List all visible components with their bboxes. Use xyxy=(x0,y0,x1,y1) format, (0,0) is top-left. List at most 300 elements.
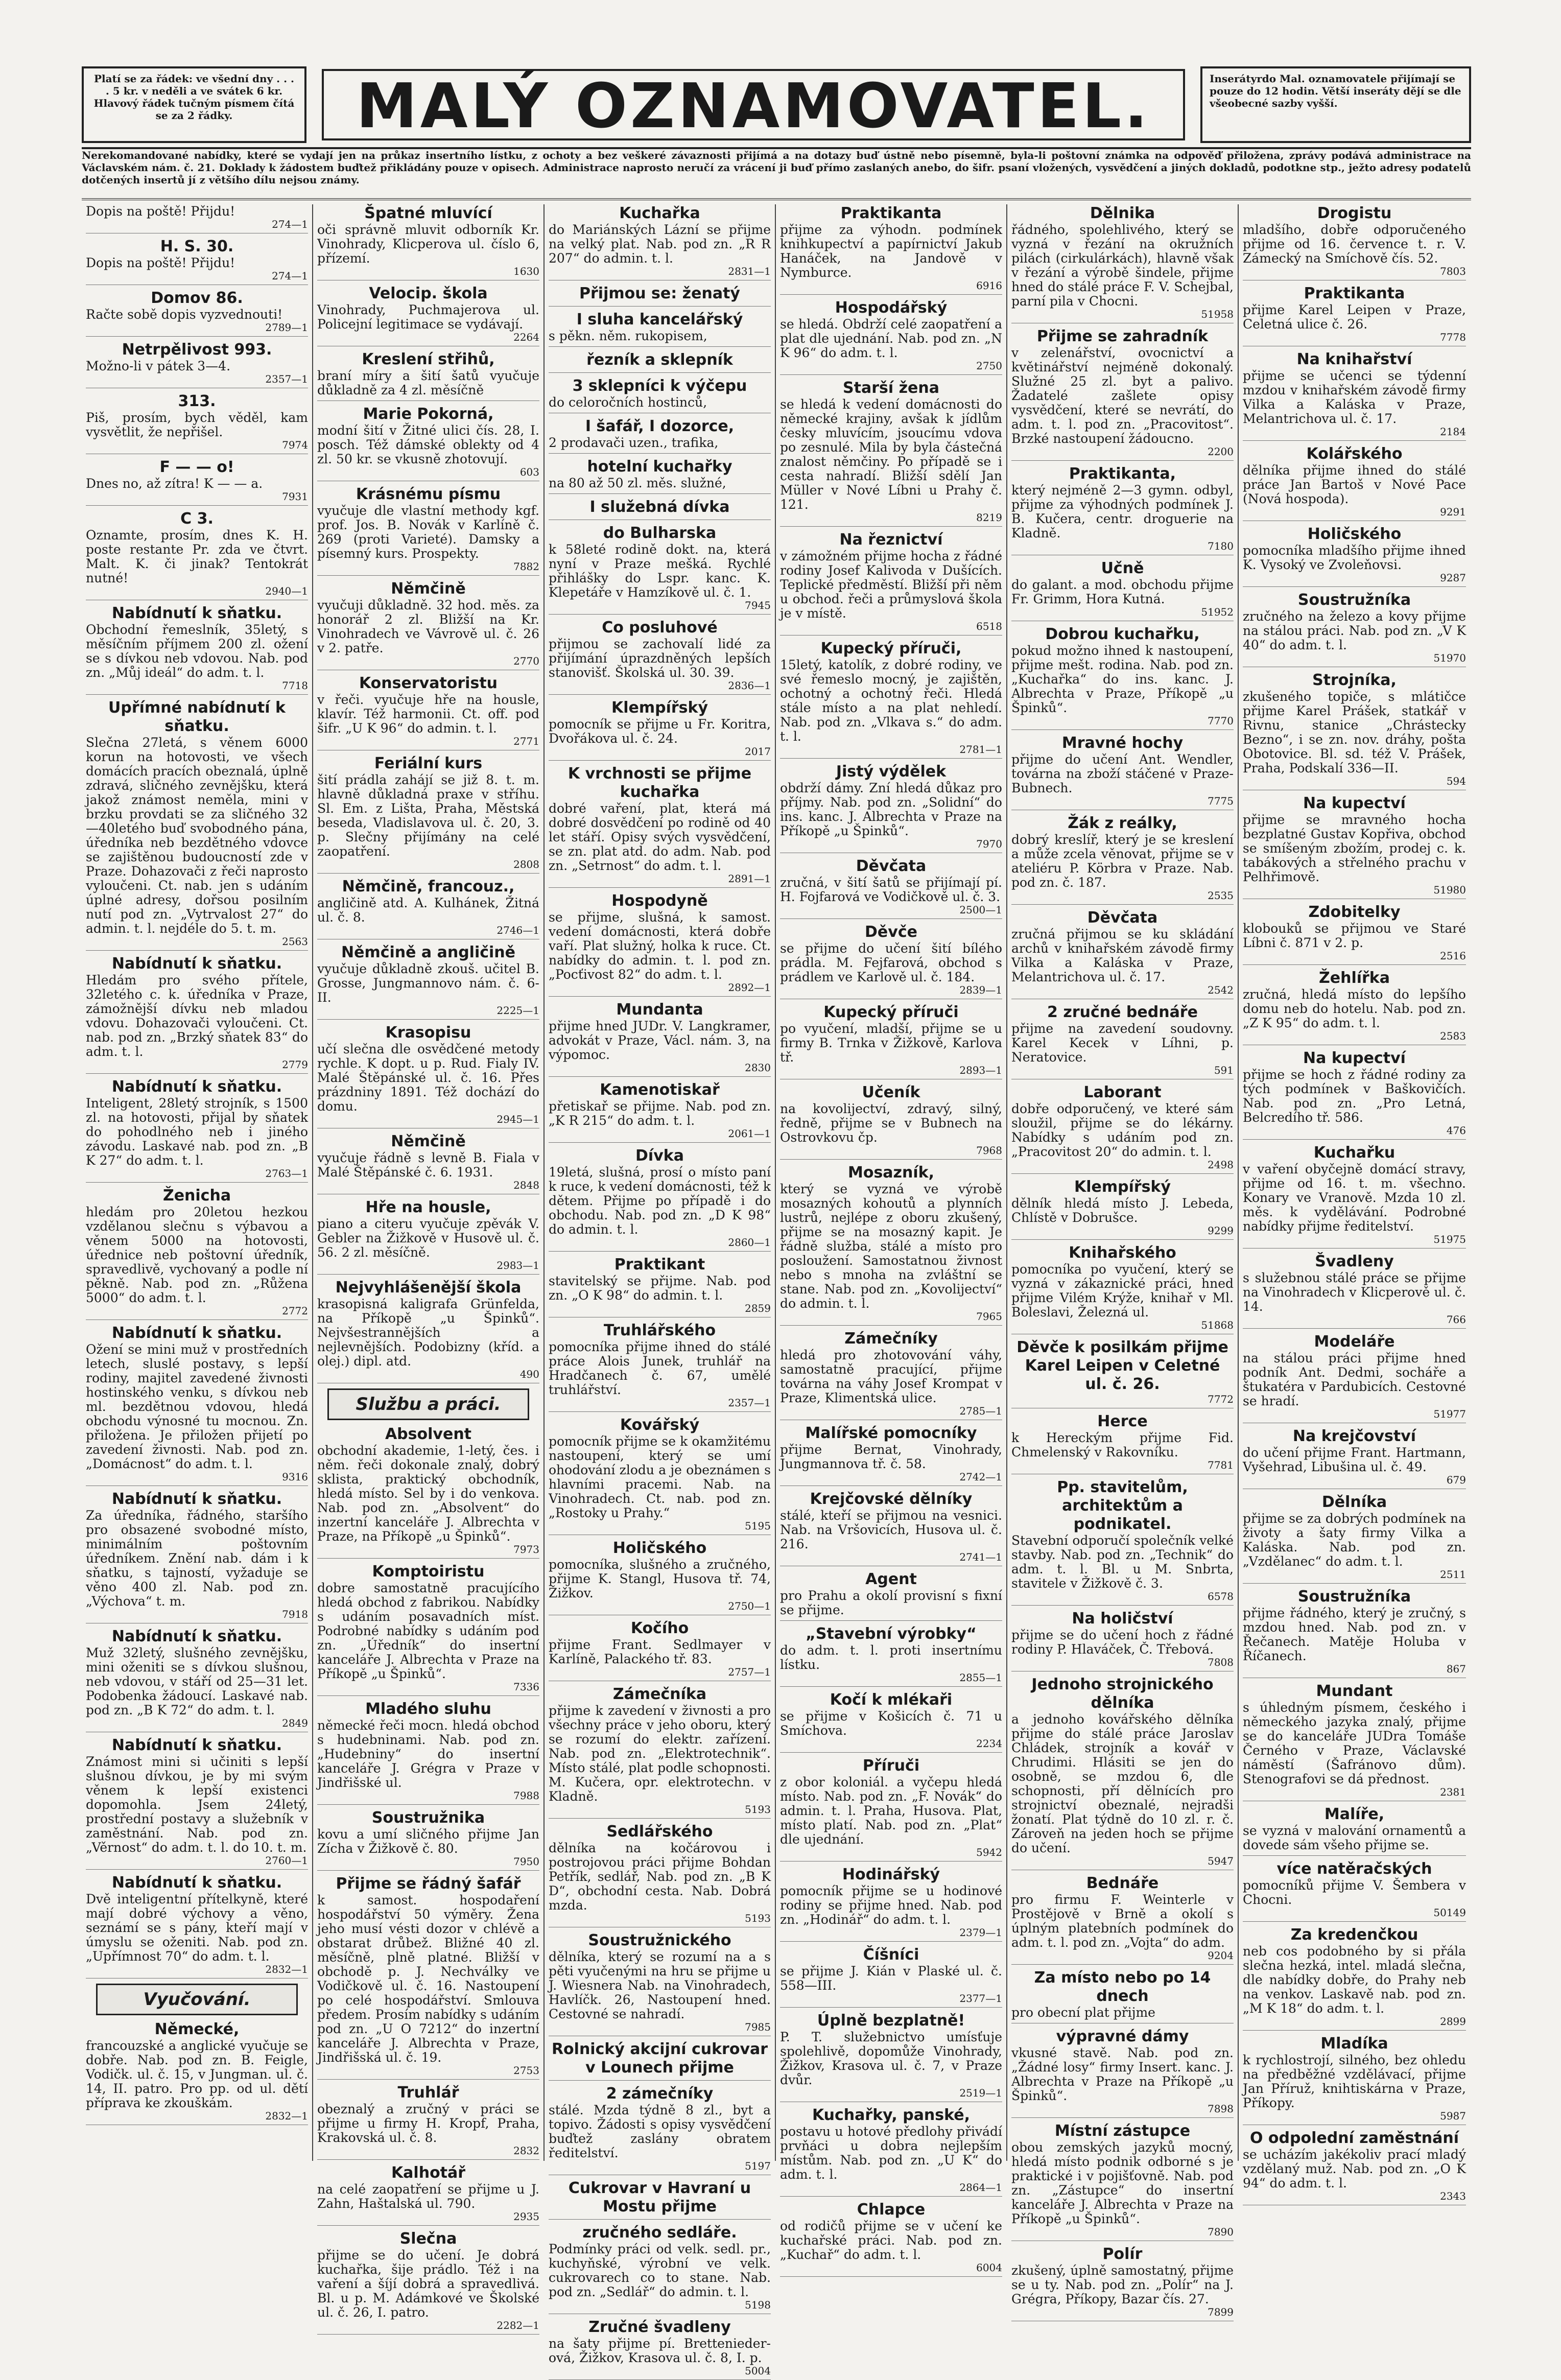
ad-body: který se vyzná ve výrobě mosazných kohoutů a plynních lustrů, nejlépe z oboru zkušený, přijme se na mosazný kapit. Je řádně služba, stálé a místo pro posloužení. Samostatnou živnost nebo s mnoha na zvláštní se stane. Nab. pod zn. „Kovolijectví“ do admin. t. l. xyxy=(780,1182,1002,1311)
classified-ad xyxy=(1243,1253,1466,1329)
classified-ad xyxy=(780,1490,1002,1566)
ad-headline: Mosazník, xyxy=(847,1164,934,1182)
classified-ad xyxy=(317,2084,539,2160)
classified-ad xyxy=(86,289,308,337)
ad-body: obou zemských jazyků mocný, hledá místo podnik odborné s je praktické i v pojišťovně. Nab. pod zn. „Zástupce“ do insertní kanceláře J. Albrechta v Praze na Příkopě „u Špinků“. xyxy=(1011,2140,1234,2226)
classified-ad xyxy=(549,1539,771,1615)
ad-body: dělník hledá místo J. Lebeda, Chlístě v Dobrušce. xyxy=(1011,1196,1234,1225)
classified-ad xyxy=(1011,1676,1234,1870)
ad-body: dobrý kreslíř, který je se kreslení a může zcela věnovat, přijme se v ateliéru P. Körbra v Praze. Nab. pod zn. č. 187. xyxy=(1011,832,1234,890)
ad-headline: Rolnický akcijní cukrovar v Lounech přijme xyxy=(551,2040,768,2077)
ad-body: se ucházím jakékoliv prací mladý vzdělaný muž. Nab. pod zn. „O K 94“ do adm. t. l. xyxy=(1243,2147,1466,2190)
ad-body: se přijme do učení šití bílého prádla. M. Fejfarová, obchod s prádlem ve Karlově ul. č. 184. xyxy=(780,941,1002,984)
classified-ad xyxy=(1011,2028,1234,2118)
classified-ad xyxy=(1243,591,1466,667)
ad-headline: Co posluhové xyxy=(602,619,718,637)
deadline-box: Inserátyrdo Mal. oznamovatele přijímají se pouze do 12 hodin. Větší inseráty dějí se dle všeobecné sazby vyšší. xyxy=(1200,66,1471,143)
ad-headline: 2 zámečníky xyxy=(606,2085,714,2103)
ad-number: 2357—1 xyxy=(265,373,308,385)
ad-headline: Nabídnutí k sňatku. xyxy=(111,1874,282,1892)
classified-ad xyxy=(86,955,308,1074)
ad-headline: C 3. xyxy=(180,510,214,528)
ad-number: 490 xyxy=(519,1368,539,1380)
ad-body: hledá pro zhotovování váhy, samostatně pracující, přijme továrna na váhy Josef Krompat v Praze, Klimentská ulice. xyxy=(780,1348,1002,1405)
ad-headline: Krejčovské dělníky xyxy=(810,1490,973,1508)
ad-headline: Praktikanta xyxy=(1304,285,1405,302)
ad-number: 2757—1 xyxy=(728,1666,771,1678)
ad-number: 2184 xyxy=(1440,426,1466,438)
ad-headline: Netrpělivost 993. xyxy=(122,341,272,359)
classified-ad xyxy=(1243,2035,1466,2125)
ad-body: po vyučení, mladší, přijme se u firmy B. Trnka v Žižkově, Karlova tř. xyxy=(780,1021,1002,1065)
ad-headline: Jednoho strojnického dělníka xyxy=(1031,1676,1214,1712)
ad-number: 6916 xyxy=(976,279,1002,292)
classified-ad xyxy=(86,1628,308,1732)
classified-ad xyxy=(86,458,308,506)
ad-body: Dnes no, až zítra! K — — a. xyxy=(86,476,263,491)
classified-ad xyxy=(780,1691,1002,1753)
ad-number: 2785—1 xyxy=(959,1405,1002,1417)
ad-body: Obchodní řemeslník, 35letý, s měsíčním příjmem 200 zl. ožení se s dívkou neb vdovou. Nab. pod zn. „Můj ideál“ do adm. t. l. xyxy=(86,622,308,680)
ad-number: 2945—1 xyxy=(496,1113,539,1125)
ad-headline: Absolvent xyxy=(385,1425,472,1443)
classified-ad xyxy=(1011,1412,1234,1474)
ad-number: 2750 xyxy=(976,360,1002,372)
classified-ad xyxy=(1243,1144,1466,1248)
ad-number: 2498 xyxy=(1208,1159,1234,1171)
ad-number: 7973 xyxy=(513,1543,539,1556)
ad-number: 7336 xyxy=(513,1681,539,1693)
ad-number: 766 xyxy=(1446,1313,1466,1326)
ad-body: Dopis na poště! Přijdu! xyxy=(86,204,235,219)
ad-body: s služebnou stálé práce se přijme na Vinohradech v Klicperově ul. č. 14. xyxy=(1243,1270,1466,1314)
ad-headline: Marie Pokorná, xyxy=(363,405,494,423)
ad-number: 7180 xyxy=(1208,540,1234,552)
ad-number: 7931 xyxy=(282,490,308,503)
ad-headline: Hře na housle, xyxy=(365,1198,491,1216)
classified-ad xyxy=(317,204,539,280)
ad-body: pomocníka přijme ihned do stálé práce Alois Junek, truhlář na Hradčanech č. 67, umělé truhlářství. xyxy=(549,1339,771,1397)
classified-ad xyxy=(780,379,1002,527)
ad-body: pro Prahu a okolí provisní s fixní se přijme. xyxy=(780,1588,1002,1617)
classified-ad xyxy=(780,1570,1002,1621)
ad-number: 2855—1 xyxy=(959,1671,1002,1684)
ad-body: postavu u hotové předlohy přivádí prvňáci u dobra nejlepším místům. Nab. pod zn. „U K“ do adm. t. l. xyxy=(780,2124,1002,2182)
classified-ad xyxy=(317,405,539,481)
ad-headline: více natěračských xyxy=(1276,1860,1432,1878)
ad-number: 9291 xyxy=(1440,506,1466,518)
ad-body: se přijme J. Kián v Plaské ul. č. 558—III. xyxy=(780,1964,1002,1993)
ad-headline: I služebná dívka xyxy=(589,498,730,516)
ad-body: se vyzná v malování ornamentů a dovede sám všeho přijme se. xyxy=(1243,1823,1466,1852)
classified-ad xyxy=(1243,204,1466,280)
ad-number: 2264 xyxy=(513,331,539,343)
ad-body: se hledá. Obdrží celé zaopatření a plat dle ujednání. Nab. pod zn. „N K 96“ do adm. t. l. xyxy=(780,317,1002,360)
ad-body: Stavební odporučí společník velké stavby. Nab. pod zn. „Technik“ do adm. t. l. Bl. u M. Snbrta, stavitele v Žižkově č. 3. xyxy=(1011,1533,1234,1591)
ad-headline: I šafář, I dozorce, xyxy=(585,417,735,435)
classified-ad xyxy=(1243,1427,1466,1489)
ad-headline: Mladíka xyxy=(1320,2035,1388,2053)
ad-number: 5195 xyxy=(745,1520,771,1532)
ad-headline: Nabídnutí k sňatku. xyxy=(111,1628,282,1645)
ad-body: do galant. a mod. obchodu přijme Fr. Grimm, Hora Kutná. xyxy=(1011,577,1234,606)
ad-headline: Upřímné nabídnutí k sňatku. xyxy=(108,699,286,735)
classified-ad xyxy=(1243,1805,1466,1856)
ad-headline: Modeláře xyxy=(1314,1333,1395,1351)
ad-headline: Nabídnutí k sňatku. xyxy=(111,1078,282,1096)
classified-ad xyxy=(780,1946,1002,2008)
classified-ad xyxy=(317,944,539,1020)
ad-headline: Na kupectví xyxy=(1303,1049,1406,1067)
ad-number: 274—1 xyxy=(272,270,308,282)
classified-ad xyxy=(86,1736,308,1870)
ad-number: 7778 xyxy=(1440,331,1466,343)
classified-ad xyxy=(549,1416,771,1535)
ad-headline: 2 zručné bednáře xyxy=(1047,1003,1198,1021)
ad-headline: Klempířský xyxy=(1074,1178,1171,1196)
ad-number: 2771 xyxy=(513,735,539,747)
classified-ad xyxy=(549,285,771,307)
newspaper-page xyxy=(82,61,1471,2377)
ad-body: Dopis na poště! Přijdu! xyxy=(86,255,235,270)
column-2 xyxy=(313,204,545,2331)
ad-headline: Konservatoristu xyxy=(359,674,498,692)
classified-ad xyxy=(1011,204,1234,323)
ad-body: v zámožném přijme hocha z řádné rodiny Josef Kalivoda v Dušících. Teplické předměstí. Bližší při něm u obchod. řeči a průmyslová škola je v místě. xyxy=(780,549,1002,621)
ad-number: 2832—1 xyxy=(265,2110,308,2122)
ad-headline: Kreslení střihů, xyxy=(362,350,495,368)
classified-ad xyxy=(780,1330,1002,1420)
ad-body: Oznamte, prosím, dnes K. H. poste restante Pr. zda ve čtvrt. Malt. K. či jinak? Tentokrát nutné! xyxy=(86,528,308,585)
ad-headline: Číšníci xyxy=(863,1946,919,1964)
classified-ad xyxy=(1243,1493,1466,1584)
ad-headline: Kamenotiskař xyxy=(600,1081,720,1099)
ad-headline: Zručné švadleny xyxy=(588,2318,731,2336)
ad-body: Za úředníka, řádného, staršího pro obsazené svobodné místo, minimálním poštovním úředníkem. Znění nab. dám i k sňatku, s tajností, vyžaduje se věno 400 zl. Nab. pod zn. „Výchova“ t. m. xyxy=(86,1508,308,1609)
ad-body: P. T. služebnictvo umísťuje spolehlivě, dopomůže Vinohrady, Žižkov, Krasova ul. č. 7, v Praze dvůr. xyxy=(780,2030,1002,2087)
classified-ad xyxy=(780,1083,1002,1160)
classified-ad xyxy=(549,1256,771,1317)
ad-headline: Kupecký příruči xyxy=(823,1003,959,1021)
classified-ad xyxy=(1243,285,1466,346)
ad-headline: Děvče xyxy=(865,923,917,941)
classified-ad xyxy=(549,1823,771,1927)
classified-ad xyxy=(1243,1333,1466,1423)
ad-headline: do Bulharska xyxy=(603,524,717,542)
ad-headline: Kovářský xyxy=(620,1416,700,1434)
classified-ad xyxy=(1243,525,1466,587)
ad-headline: Nejvyhlášenější škola xyxy=(335,1279,522,1297)
classified-ad xyxy=(1243,969,1466,1045)
classified-ad xyxy=(549,1081,771,1143)
classified-ad xyxy=(1243,2129,1466,2205)
ad-number: 9204 xyxy=(1208,1949,1234,1962)
ad-headline: Hospodářský xyxy=(835,299,948,317)
ad-body: na 80 až 50 zl. měs. služné, xyxy=(549,476,726,490)
ad-body: Známost mini si učiniti s lepší slušnou dívkou, je by mi svým věnem k lepší existenci dopomohla. Jsem 24letý, prostřední postavy a služebník v zaměstnání. Nab. pod zn. „Věrnost“ do adm. t. l. do 10. t. m. xyxy=(86,1754,308,1855)
ad-number: 7985 xyxy=(745,2021,771,2033)
ad-headline: Truhlář xyxy=(397,2084,459,2102)
ad-headline: Místní zástupce xyxy=(1054,2122,1191,2140)
ad-body: přijme se do učení. Je dobrá kuchařka, šije prádlo. Též i na vaření a šíjí dobrá a spravedlivá. Bl. u p. M. Adámkové ve Školské ul. č. 26, I. patro. xyxy=(317,2248,539,2320)
ad-number: 2781—1 xyxy=(959,743,1002,756)
ad-number: 7890 xyxy=(1208,2226,1234,2238)
ad-number: 7808 xyxy=(1208,1656,1234,1668)
ad-body: vkusné stavě. Nab. pod zn. „Žádné losy“ firmy Insert. kanc. J. Albrechta v Praze na Příkopě „u Špinků“. xyxy=(1011,2045,1234,2103)
ad-headline: Přijme se zahradník xyxy=(1036,327,1209,345)
classified-ad xyxy=(549,204,771,280)
ad-number: 7988 xyxy=(513,1789,539,1802)
ad-body: přijme se mravného hocha bezplatné Gustav Kopřiva, obchod se smíšeným zbožím, prodej c. k. tabákových a střelného prachu v Pelhřimově. xyxy=(1243,812,1466,884)
classified-ad xyxy=(549,1147,771,1252)
classified-ad xyxy=(1243,671,1466,790)
ad-headline: Ženicha xyxy=(162,1187,231,1205)
ad-number: 7968 xyxy=(976,1144,1002,1157)
ad-number: 51975 xyxy=(1433,1233,1466,1245)
classified-ad xyxy=(86,392,308,454)
rates-box: Platí se za řádek: ve všední dny . . . . 5 kr. v neděli a ve svátek 6 kr. Hlavový řádek tučným písmem čítá se za 2 řádky. xyxy=(82,66,306,143)
classified-ad xyxy=(317,580,539,670)
ad-headline: Dělnika xyxy=(1090,204,1155,222)
ad-number: 51977 xyxy=(1433,1408,1466,1420)
ad-number: 2940—1 xyxy=(265,585,308,597)
ad-body: do Mariánských Lázní se přijme na velký plat. Nab. pod zn. „R R 207“ do admin. t. l. xyxy=(549,222,771,266)
ad-headline: Němčině xyxy=(391,1133,466,1150)
classified-ad xyxy=(549,2318,771,2380)
classified-ad xyxy=(549,765,771,888)
ad-body: přijme za výhodn. podmínek knihkupectví a papírnictví Jakub Hanáček, na Jandově v Nymburce. xyxy=(780,222,1002,280)
ad-headline: Strojníka, xyxy=(1312,671,1397,689)
ad-number: 2772 xyxy=(282,1305,308,1317)
ad-number: 2583 xyxy=(1440,1030,1466,1042)
ad-number: 2500—1 xyxy=(959,904,1002,916)
ad-headline: K vrchnosti se přijme kuchařka xyxy=(567,765,752,801)
ad-number: 7770 xyxy=(1208,715,1234,727)
ad-headline: Nabídnutí k sňatku. xyxy=(111,604,282,622)
ad-headline: Komptoiristu xyxy=(372,1563,485,1581)
ad-headline: I sluha kancelářský xyxy=(576,311,743,328)
ad-body: pomocník se přijme u Fr. Koritra, Dvořákova ul. č. 24. xyxy=(549,717,771,746)
ad-headline: Dívka xyxy=(635,1147,684,1165)
classified-ad xyxy=(317,1198,539,1275)
ad-headline: Na knihařství xyxy=(1296,350,1412,368)
ad-body: 19letá, slušná, prosí o místo paní k ruce, k vedení domácnosti, též k dětem. Přijme po případě i do obchodu. Nab. pod zn. „D K 98“ do admin. t. l. xyxy=(549,1165,771,1237)
ad-number: 2746—1 xyxy=(496,924,539,936)
ad-number: 2357—1 xyxy=(728,1397,771,1409)
classified-ad xyxy=(317,285,539,346)
ad-body: přijme řádného, který je zručný, s mzdou hned. Nab. pod zn. v Řečanech. Matěje Holuba v Říčanech. xyxy=(1243,1606,1466,1663)
ad-number: 2234 xyxy=(976,1737,1002,1750)
ad-number: 2225—1 xyxy=(496,1004,539,1017)
ad-body: braní míry a šití šatů vyučuje důkladně za 4 zl. měsíčně xyxy=(317,368,539,397)
ad-number: 5193 xyxy=(745,1912,771,1924)
classified-ad xyxy=(1011,909,1234,999)
ad-body: k 58leté rodině dokt. na, která nyní v Praze mešká. Rychlé přihlášky do Lspr. kanc. K. Klepetáře v Hamzíkově ul. č. 1. xyxy=(549,542,771,600)
ad-body: zručná přijmou se ku skládání archů v knihařském závodě firmy Vilka a Kaláska v Praze, Melantrichova ul. č. 17. xyxy=(1011,927,1234,984)
classified-ad xyxy=(86,1324,308,1486)
ad-headline: Velocip. škola xyxy=(369,285,488,302)
ad-number: 2983—1 xyxy=(496,1259,539,1271)
ad-body: zručná, hledá místo do lepšího domu neb do hotelu. Nab. pod zn. „Z K 95“ do adm. t. l. xyxy=(1243,987,1466,1030)
ad-body: vyučuje dle vlastní methody kgf. prof. Jos. B. Novák v Karlíně č. 269 (proti Varieté). Damsky a písemný kurs. Prospekty. xyxy=(317,503,539,561)
ad-number: 2832—1 xyxy=(265,1963,308,1975)
ad-body: Hledám pro svého přítele, 32letého c. k. úředníka v Praze, zámožnější dívku neb mladou vdovu. Dohazovači vyloučeni. Ct. nab. pod zn. „Brzký sňatek 83“ do adm. t. l. xyxy=(86,973,308,1059)
ad-body: přijme se do učení hoch z řádné rodiny P. Hlaváček, Č. Třebová. xyxy=(1011,1628,1234,1657)
ad-number: 2017 xyxy=(745,745,771,758)
ad-number: 2741—1 xyxy=(959,1551,1002,1563)
ad-headline: Praktikant xyxy=(614,1256,705,1274)
classified-ad xyxy=(317,878,539,939)
ad-headline: Kuchařky, panské, xyxy=(812,2106,971,2124)
ad-number: 2836—1 xyxy=(728,679,771,692)
column-4 xyxy=(776,204,1007,2274)
ad-body: do celoročních hostinců, xyxy=(549,395,707,410)
classified-ad xyxy=(549,892,771,997)
ad-number: 2848 xyxy=(513,1179,539,1191)
ad-number: 5197 xyxy=(745,2160,771,2172)
ad-number: 2511 xyxy=(1440,1568,1466,1581)
classified-ad xyxy=(780,640,1002,759)
ad-number: 2831—1 xyxy=(728,265,771,277)
ad-body: pro firmu F. Weinterle v Prostějově v Brně a okolí s úplným platebních podmínek do adm. t. l. pod zn. „Vojta“ do adm. xyxy=(1011,1892,1234,1950)
classified-ad xyxy=(549,377,771,413)
ad-body: vyučuje řádně s levně B. Fiala v Malé Štěpánské č. 6. 1931. xyxy=(317,1150,539,1180)
ad-number: 2789—1 xyxy=(265,321,308,334)
ad-body: do adm. t. l. proti insertnímu lístku. xyxy=(780,1643,1002,1672)
ad-body: z obor koloniál. a vyčepu hledá místo. Nab. pod zn. „F. Novák“ do admin. t. l. Praha, Husova. Plat, místo platí. Nab. pod zn. „Plat“ dle ujednání. xyxy=(780,1775,1002,1847)
ad-body: vyučuje důkladně zkouš. učitel B. Grosse, Jungmannovo nám. č. 6-II. xyxy=(317,961,539,1005)
ad-headline: Cukrovar v Havraní u Mostu přijme xyxy=(568,2179,751,2216)
ad-body: neb cos podobného by si přála slečna hezká, intel. mladá slečna, dle nabídky dobře, do Prahy neb na venkov. Laskavě nab. pod zn. „M K 18“ do adm. t. l. xyxy=(1243,1944,1466,2016)
classified-ad xyxy=(1243,903,1466,965)
ad-number: 9299 xyxy=(1208,1224,1234,1237)
ad-body: v řeči. vyučuje hře na housle, klavír. Též harmonii. Ct. off. pod šifr. „U K 96“ do admin. t. l. xyxy=(317,692,539,736)
classified-ad xyxy=(549,699,771,761)
ad-headline: Klempířský xyxy=(611,699,708,717)
ad-headline: Němčině a angličině xyxy=(341,944,516,961)
ad-body: od rodičů přijme se v učení ke kuchařské práci. Nab. pod zn. „Kuchař“ do adm. t. l. xyxy=(780,2219,1002,2262)
ad-body: přijme hned JUDr. V. Langkramer, advokát v Praze, Václ. nám. 3, na výpomoc. xyxy=(549,1019,771,1062)
classified-ad xyxy=(86,510,308,600)
classified-ad xyxy=(780,763,1002,853)
ad-headline: Knihařského xyxy=(1069,1244,1176,1262)
ad-headline: výpravné dámy xyxy=(1056,2028,1189,2045)
classified-ad xyxy=(549,351,771,373)
ad-number: 2892—1 xyxy=(728,981,771,994)
ad-headline: Zdobitelky xyxy=(1308,903,1401,921)
ad-headline: 3 sklepníci k výčepu xyxy=(572,377,747,395)
ad-number: 2381 xyxy=(1440,1786,1466,1798)
ad-number: 274—1 xyxy=(272,218,308,230)
ad-headline: Praktikanta xyxy=(840,204,942,222)
ad-number: 9316 xyxy=(282,1471,308,1483)
ad-headline: Soustružníka xyxy=(1297,591,1411,609)
ad-number: 7718 xyxy=(282,679,308,692)
ad-body: 2 prodavači uzen., trafika, xyxy=(549,435,719,450)
ad-number: 591 xyxy=(1214,1064,1234,1076)
ad-headline: Němčině, francouz., xyxy=(342,878,515,896)
classified-ad xyxy=(1011,814,1234,905)
ad-headline: Kuchařku xyxy=(1313,1144,1396,1162)
ad-number: 7781 xyxy=(1208,1459,1234,1471)
ad-number: 7950 xyxy=(513,1855,539,1868)
classified-ad xyxy=(780,923,1002,999)
classified-ad xyxy=(1243,1049,1466,1140)
ad-number: 2379—1 xyxy=(959,1926,1002,1939)
ad-number: 2864—1 xyxy=(959,2181,1002,2194)
classified-ad xyxy=(549,417,771,454)
ad-body: mladšího, dobře odporučeného přijme od 16. července t. r. V. Zámecký na Smíchově čís. 52. xyxy=(1243,222,1466,266)
classified-ad xyxy=(1011,1003,1234,1079)
classified-ad xyxy=(86,699,308,951)
ad-body: přijme do učení Ant. Wendler, továrna na zboží stáčené v Praze-Bubnech. xyxy=(1011,752,1234,795)
classified-ad xyxy=(780,204,1002,295)
ad-headline: Žehlířka xyxy=(1318,969,1390,987)
ad-body: obeznalý a zručný v práci se přijme u firmy H. Kropf, Praha, Krakovská ul. č. 8. xyxy=(317,2102,539,2145)
ad-number: 2061—1 xyxy=(728,1127,771,1140)
ad-headline: Na řeznictví xyxy=(839,531,943,549)
ad-number: 2763—1 xyxy=(265,1167,308,1180)
ad-body: Račte sobě dopis vyzvednouti! xyxy=(86,307,283,322)
classified-ad xyxy=(1243,1682,1466,1801)
ad-body: stálé. Mzda týdně 8 zl., byt a topivo. Žádosti s opisy vysvědčení buďtež zaslány obratem ředitelství. xyxy=(549,2103,771,2160)
ad-number: 6578 xyxy=(1208,1590,1234,1603)
ad-headline: H. S. 30. xyxy=(160,238,234,255)
ad-number: 5193 xyxy=(745,1803,771,1816)
ad-number: 5987 xyxy=(1440,2110,1466,2122)
ad-number: 5942 xyxy=(976,1846,1002,1858)
ad-body: na celé zaopatření se přijme u J. Zahn, Haštalská ul. 790. xyxy=(317,2182,539,2211)
classified-ad xyxy=(317,755,539,874)
ad-number: 476 xyxy=(1446,1124,1466,1137)
ad-body: piano a citeru vyučuje zpěvák V. Gebler na Žižkově v Husově ul. č. 56. 2 zl. měsíčně. xyxy=(317,1216,539,1260)
ad-headline: Nabídnutí k sňatku. xyxy=(111,955,282,973)
ad-headline: Domov 86. xyxy=(151,289,243,307)
ad-headline: Malíře, xyxy=(1324,1805,1385,1823)
ad-body: oči správně mluvit odborník Kr. Vinohrady, Klicperova ul. číslo 6, přízemí. xyxy=(317,222,539,266)
classified-ad xyxy=(86,1490,308,1623)
classified-ad xyxy=(1243,1588,1466,1678)
ad-body: krasopisná kaligrafa Grünfelda, na Příkopě „u Špinků“. Nejvšestrannějších a nejlevnějších. Podobizny (kříd. a olej.) dipl. atd. xyxy=(317,1297,539,1369)
ad-headline: Nabídnutí k sňatku. xyxy=(111,1324,282,1342)
ad-headline: Hodinářský xyxy=(842,1866,940,1883)
ad-body: dobře odporučený, ve které sám sloužil, přijme se do lékárny. Nabídky s udáním pod zn. „Pracovitost 20“ do admin. t. l. xyxy=(1011,1101,1234,1159)
ad-headline: Švadleny xyxy=(1315,1253,1394,1270)
classified-ad xyxy=(86,1874,308,1978)
ad-headline: Přijme se řádný šafář xyxy=(336,1875,521,1893)
ad-headline: Herce xyxy=(1097,1412,1148,1430)
ad-headline: Mladého sluhu xyxy=(365,1700,491,1718)
ad-body: přijmou se zachovalí lidé za přijímání úprazdněných lepších stanovišť. Školská ul. 30. 39. xyxy=(549,637,771,680)
ad-number: 50149 xyxy=(1433,1906,1466,1919)
classified-ad xyxy=(1011,2122,1234,2241)
classified-ad xyxy=(780,857,1002,919)
classified-ad xyxy=(1011,1244,1234,1334)
ad-body: francouzské a anglické vyučuje se dobře. Nab. pod zn. B. Feigle, Vodičk. ul. č. 15, v Jungman. ul. č. 14, II. patro. Pro pp. od ul. dětí příprava ke zkouškám. xyxy=(86,2038,308,2110)
ad-headline: Krásnému písmu xyxy=(356,485,501,503)
ad-number: 2563 xyxy=(282,935,308,948)
classified-ad xyxy=(1011,1969,1234,2023)
ad-number: 7965 xyxy=(976,1310,1002,1323)
ad-body: se hledá k vedení domácnosti do německé krajiny, avšak k jídlům česky mluvícím, jsoucímu vdova po zesnulé. Mila by byla částečná znalost němčiny. Po případě se i cesta nahradí. Bližší sdělí Jan Müller v Nové Líbni u Prahy č. 121. xyxy=(780,397,1002,512)
ad-number: 2542 xyxy=(1208,984,1234,996)
ad-headline: Holičského xyxy=(1307,525,1402,543)
ad-body: zkušeného topiče, s mlátičce přijme Karel Prášek, statkář v Rivnu, stanice „Chrástecky Bezno“, i se zn. nov. dráhy, pošta Obotovice. Bl. sd. též V. Prášek, Praha, Podskalí 336—II. xyxy=(1243,689,1466,775)
ad-body: Možno-li v pátek 3—4. xyxy=(86,359,231,373)
ad-body: přetiskař se přijme. Nab. pod zn. „K R 215“ do adm. t. l. xyxy=(549,1099,771,1128)
ad-number: 2343 xyxy=(1440,2190,1466,2202)
ad-headline: Kuchařka xyxy=(619,204,700,222)
